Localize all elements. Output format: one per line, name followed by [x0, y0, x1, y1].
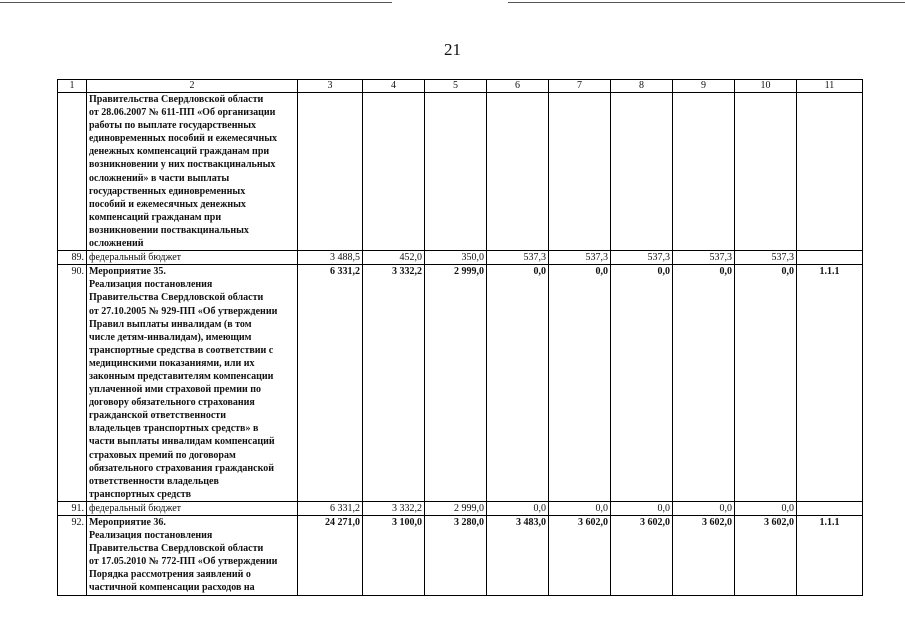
column-header: 3 [298, 80, 363, 93]
row-description [87, 516, 298, 596]
value-cell [363, 93, 425, 251]
description-line: от 17.05.2010 № 772-ПП «Об утверждении [89, 556, 278, 568]
value-cell: 0,0 [549, 265, 611, 502]
description-line: Правил выплаты инвалидам (в том [89, 318, 252, 330]
value-cell: 3 602,0 [673, 516, 735, 596]
description-line: Правительства Свердловской области [89, 94, 264, 105]
description-line: Правительства Свердловской области [89, 292, 264, 304]
description-line: от 27.10.2005 № 929-ПП «Об утверждении [89, 305, 278, 317]
value-cell: 2 999,0 [425, 501, 487, 515]
value-cell: 537,3 [549, 251, 611, 265]
description-line: от 28.06.2007 № 611-ПП «Об организации [89, 107, 276, 119]
description-line: обязательного страхования гражданской [89, 462, 274, 474]
column-header: 1 [58, 80, 87, 93]
target-code [797, 251, 863, 265]
description-line: владельцев транспортных средств» в [89, 423, 259, 435]
value-cell [735, 93, 797, 251]
value-cell: 537,3 [735, 251, 797, 265]
description-line: возникновении поствакцинальных [89, 224, 249, 236]
description-line: Реализация постановления [89, 279, 213, 291]
description-line: части выплаты инвалидам компенсаций [89, 436, 275, 448]
description-line: работы по выплате государственных [89, 120, 257, 132]
value-cell [298, 93, 363, 251]
description-line: числе детям-инвалидам), имеющим [89, 331, 252, 343]
description-line: Мероприятие 35. [89, 266, 166, 278]
column-header: 2 [87, 80, 298, 93]
value-cell: 24 271,0 [298, 516, 363, 596]
row-description [87, 265, 298, 502]
column-header: 4 [363, 80, 425, 93]
value-cell: 3 602,0 [611, 516, 673, 596]
row-description [87, 251, 298, 265]
target-code: 1.1.1 [797, 265, 863, 502]
page-number: 21 [444, 40, 461, 59]
description-line: частичной компенсации расходов на [89, 582, 255, 594]
description-line: Правительства Свердловской области [89, 543, 264, 555]
description-line: осложнений» в части выплаты [89, 172, 230, 184]
target-code [797, 93, 863, 251]
column-header: 5 [425, 80, 487, 93]
description-line: Порядка рассмотрения заявлений о [89, 569, 251, 581]
value-cell: 3 488,5 [298, 251, 363, 265]
value-cell: 3 280,0 [425, 516, 487, 596]
column-number-row [58, 80, 863, 93]
description-line: ответственности владельцев [89, 475, 219, 487]
column-header: 9 [673, 80, 735, 93]
budget-table [57, 79, 863, 596]
value-cell [611, 93, 673, 251]
description-line: договору обязательного страхования [89, 397, 255, 409]
value-cell: 452,0 [363, 251, 425, 265]
value-cell: 0,0 [735, 265, 797, 502]
value-cell: 0,0 [487, 501, 549, 515]
value-cell: 3 332,2 [363, 265, 425, 502]
value-cell: 0,0 [673, 265, 735, 502]
value-cell [549, 93, 611, 251]
description-line: денежных компенсаций гражданам при [89, 146, 270, 158]
row-number [58, 93, 87, 251]
value-cell: 0,0 [611, 265, 673, 502]
value-cell: 537,3 [673, 251, 735, 265]
value-cell: 6 331,2 [298, 265, 363, 502]
value-cell: 3 602,0 [549, 516, 611, 596]
value-cell: 0,0 [549, 501, 611, 515]
description-line: медицинскими показаниями, или их [89, 357, 255, 369]
value-cell: 0,0 [611, 501, 673, 515]
table-body [58, 93, 863, 596]
top-rule-left [0, 2, 392, 3]
description-line: транспортные средства в соответствии с [89, 344, 274, 356]
description-line: компенсаций гражданам при [89, 211, 222, 223]
column-header: 8 [611, 80, 673, 93]
value-cell: 537,3 [487, 251, 549, 265]
description-line: страховых премий по договорам [89, 449, 236, 461]
table-row [58, 251, 863, 265]
value-cell: 0,0 [487, 265, 549, 502]
value-cell: 3 483,0 [487, 516, 549, 596]
top-rule-right [508, 2, 905, 3]
row-number: 92. [58, 516, 87, 596]
description-line: Мероприятие 36. [89, 517, 166, 528]
target-code: 1.1.1 [797, 516, 863, 596]
description-line: единовременных пособий и ежемесячных [89, 133, 278, 145]
description-line: государственных единовременных [89, 185, 246, 197]
table-row [58, 501, 863, 515]
description-line: осложнений [89, 238, 144, 250]
table-row [58, 265, 863, 502]
value-cell: 0,0 [673, 501, 735, 515]
description-line: законным представителям компенсации [89, 370, 274, 382]
value-cell: 3 332,2 [363, 501, 425, 515]
description-line: федеральный бюджет [89, 252, 182, 264]
target-code [797, 501, 863, 515]
value-cell: 2 999,0 [425, 265, 487, 502]
value-cell: 6 331,2 [298, 501, 363, 515]
value-cell: 350,0 [425, 251, 487, 265]
value-cell [425, 93, 487, 251]
row-number: 91. [58, 501, 87, 515]
row-number: 89. [58, 251, 87, 265]
description-line: федеральный бюджет [89, 502, 182, 514]
description-line: гражданской ответственности [89, 410, 226, 422]
description-line: пособий и ежемесячных денежных [89, 198, 246, 210]
row-description [87, 501, 298, 515]
column-header: 11 [797, 80, 863, 93]
row-description [87, 93, 298, 251]
table-row [58, 516, 863, 596]
row-number: 90. [58, 265, 87, 502]
value-cell: 537,3 [611, 251, 673, 265]
column-header: 10 [735, 80, 797, 93]
column-header: 7 [549, 80, 611, 93]
value-cell [487, 93, 549, 251]
value-cell: 3 602,0 [735, 516, 797, 596]
description-line: возникновении у них поствакцинальных [89, 159, 276, 171]
value-cell [673, 93, 735, 251]
value-cell: 3 100,0 [363, 516, 425, 596]
table-row [58, 93, 863, 251]
description-line: уплаченной ими страховой премии по [89, 384, 262, 396]
description-line: транспортных средств [89, 488, 192, 500]
description-line: Реализация постановления [89, 530, 213, 542]
column-header: 6 [487, 80, 549, 93]
value-cell: 0,0 [735, 501, 797, 515]
